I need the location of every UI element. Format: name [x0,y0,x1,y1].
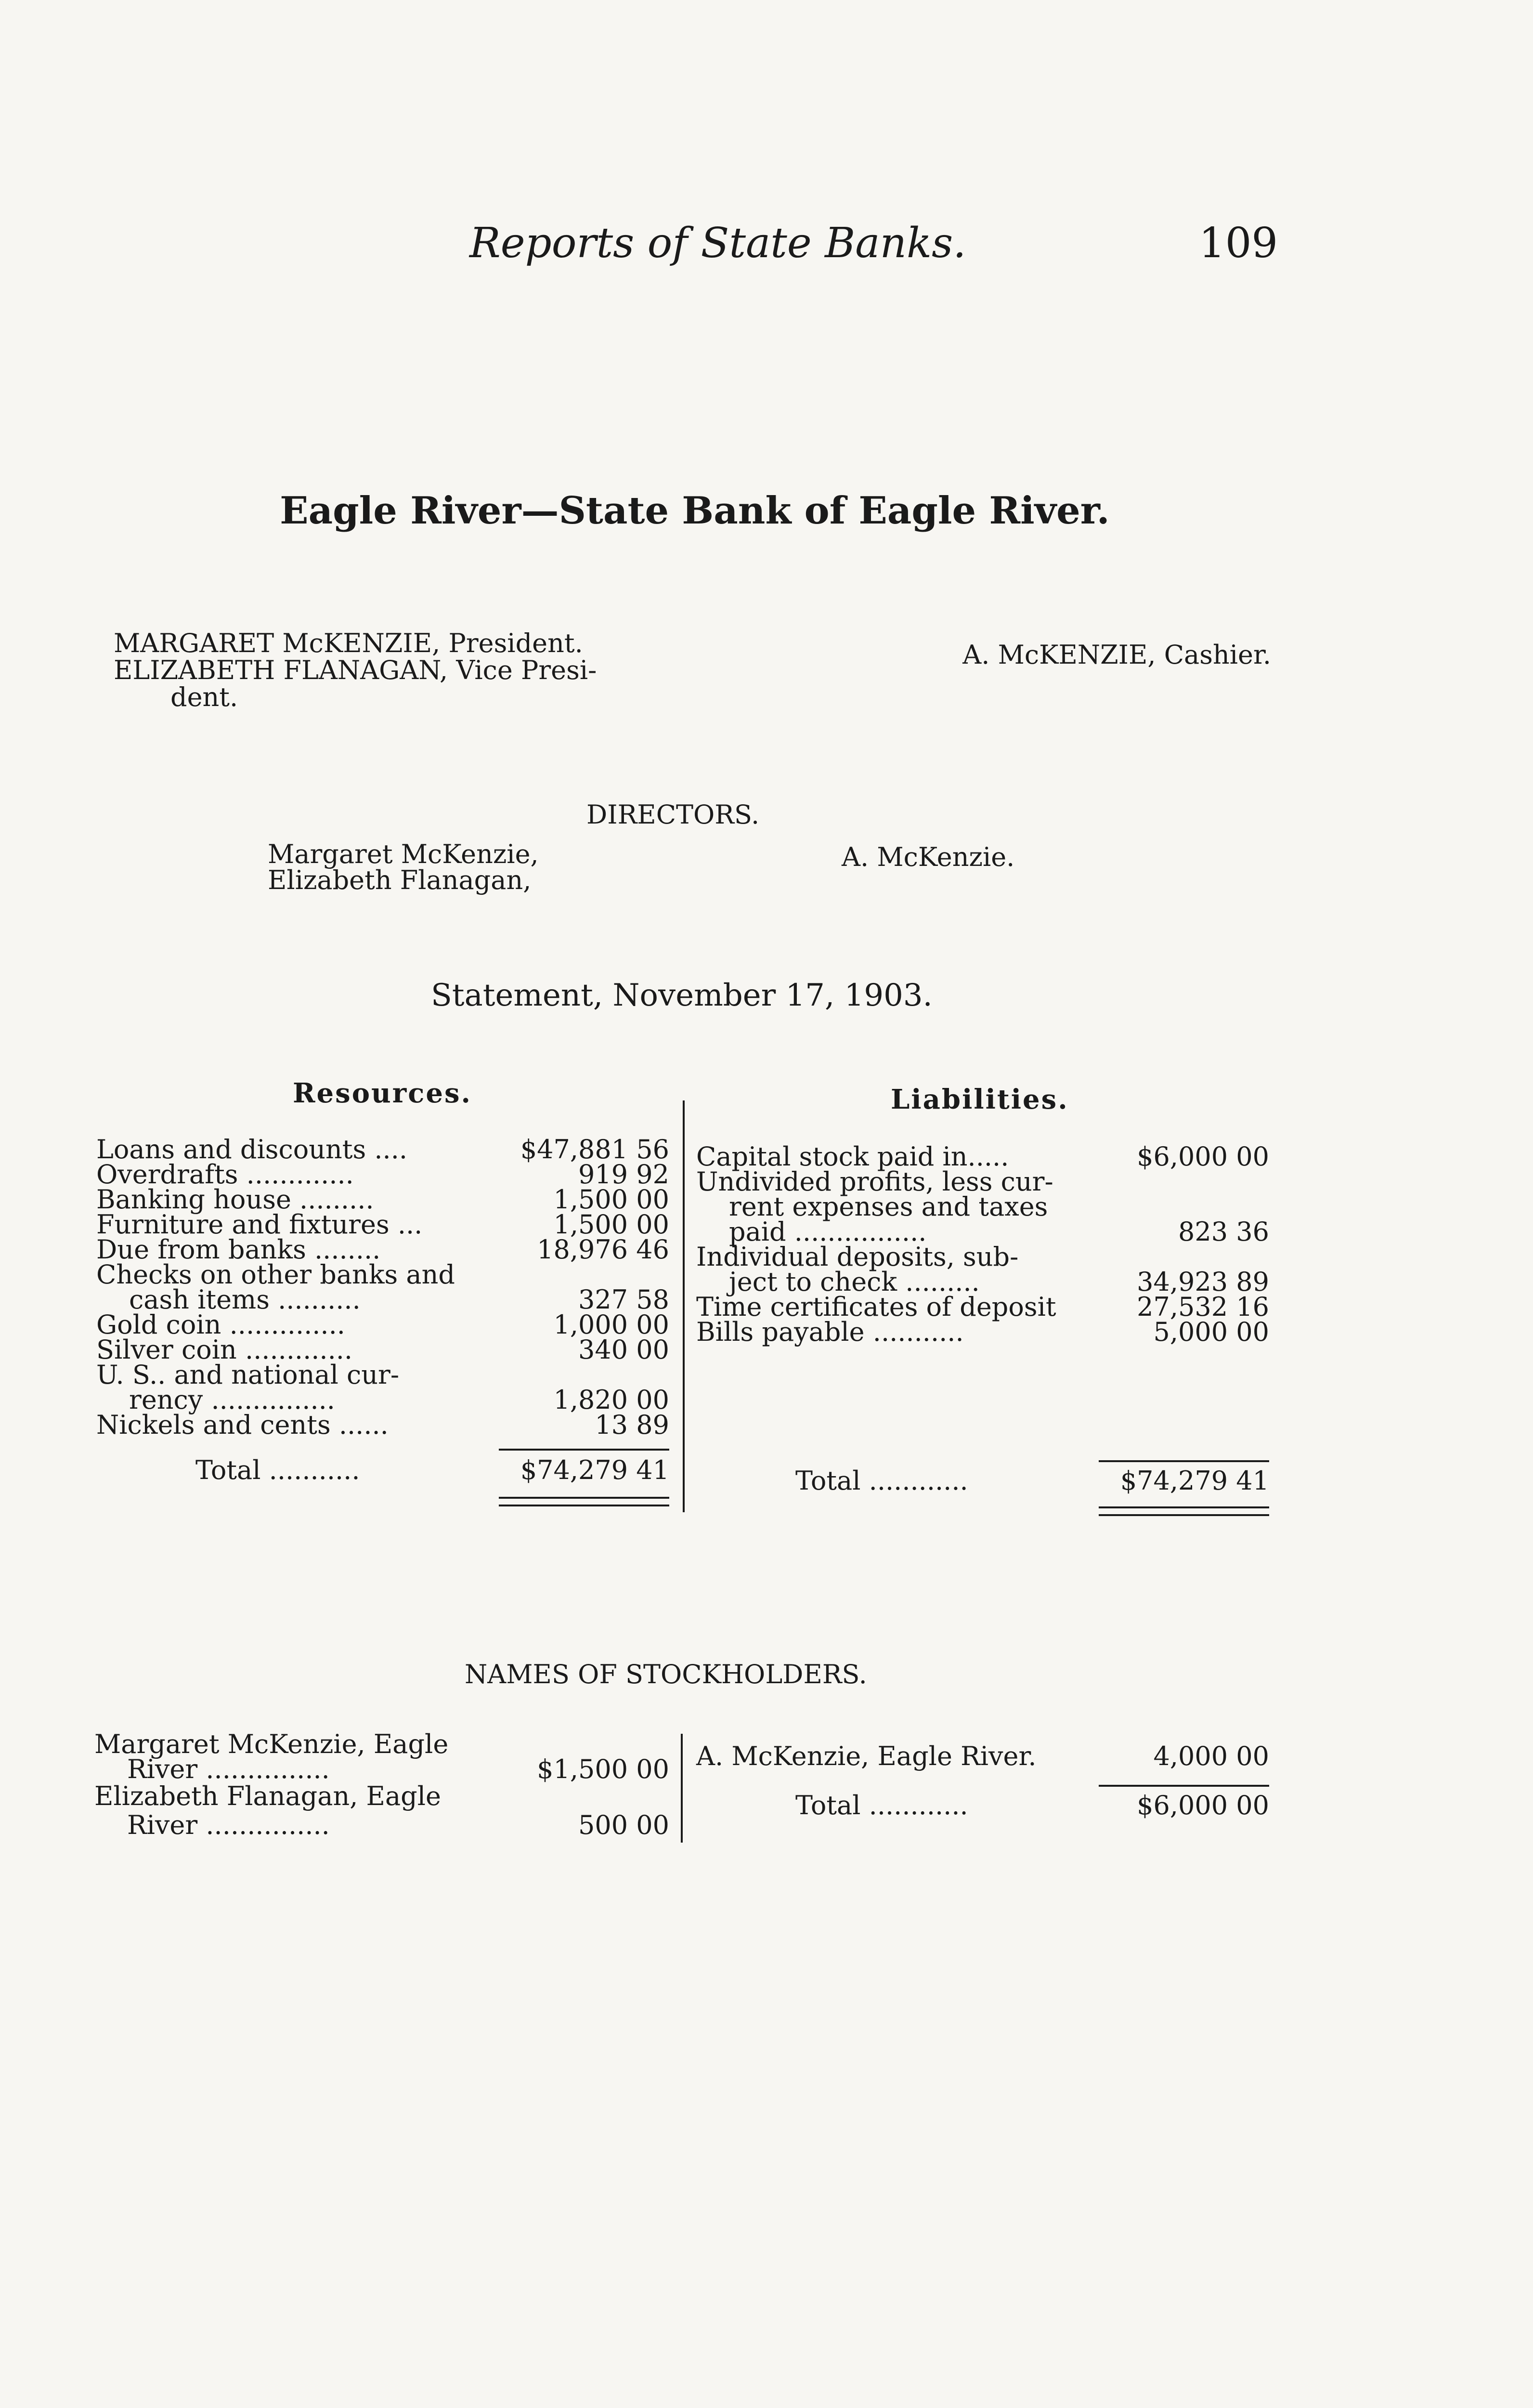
table-row [696,1166,1269,1197]
table-row [696,1141,1269,1172]
liability-amount: 5,000 00 [1153,1317,1269,1347]
liabilities-total-row [696,1468,1269,1497]
stockholders-heading: NAMES OF STOCKHOLDERS. [465,1659,867,1689]
resource-label: Furniture and fixtures ... [96,1209,423,1240]
table-row [96,1362,669,1388]
table-row [696,1191,1269,1222]
table-row [696,1319,1269,1345]
table-row [696,1294,1269,1320]
stockholder-amount: $1,500 00 [537,1754,669,1784]
liability-label: paid ................ [729,1217,927,1247]
stockholder-name-cont: River ............... [127,1810,330,1840]
resource-label: Overdrafts ............. [96,1159,354,1190]
resources-heading: Resources. [293,1077,472,1109]
officer-cashier: A. McKENZIE, Cashier. [962,640,1271,670]
stockholder-amount: 4,000 00 [1153,1741,1269,1771]
total-amount: $74,279 41 [1120,1466,1269,1496]
liability-label: Time certificates of deposit [696,1292,1056,1322]
liability-amount: $6,000 00 [1137,1141,1269,1172]
resource-label: Checks on other banks and [96,1259,455,1290]
liability-label: Capital stock paid in..... [696,1141,1009,1172]
liability-amount: 823 36 [1178,1217,1269,1247]
total-double-rule [499,1497,669,1506]
table-row [96,1184,669,1215]
running-title: Reports of State Banks. [469,219,966,267]
total-label: Total ........... [195,1455,360,1485]
table-row [96,1309,669,1340]
table-row [96,1234,669,1265]
table-row [96,1284,669,1315]
resource-amount: 1,000 00 [553,1309,669,1340]
table-row [96,1412,669,1438]
resource-label: Nickels and cents ...... [96,1410,389,1440]
stockholders-total-row [696,1790,1269,1821]
liability-label: Individual deposits, sub- [696,1242,1019,1272]
table-row [96,1259,669,1290]
resource-amount: 18,976 46 [537,1234,669,1265]
subtotal-rule [499,1449,669,1451]
table-row [96,1134,669,1165]
resource-label: Gold coin .............. [96,1309,345,1340]
bank-title: Eagle River—State Bank of Eagle River. [280,489,1110,533]
table-row [696,1219,1269,1245]
director-name: Margaret McKenzie, [268,839,539,869]
column-divider [681,1734,683,1843]
liability-label: Undivided profits, less cur- [696,1166,1053,1197]
table-row [96,1387,669,1413]
total-amount: $6,000 00 [1137,1790,1269,1820]
stockholders-left [94,1731,669,1847]
directors-heading: DIRECTORS. [586,799,760,830]
total-double-rule [1099,1506,1269,1516]
resources-table [96,1134,669,1440]
resource-label: U. S.. and national cur- [96,1360,400,1390]
resource-amount: 1,500 00 [553,1184,669,1215]
resource-label: rency ............... [129,1385,335,1415]
table-row [696,1244,1269,1270]
stockholder-amount: 500 00 [578,1810,669,1840]
list-item [94,1783,669,1809]
list-item [94,1756,669,1782]
resource-amount: 1,500 00 [553,1209,669,1240]
liabilities-table [696,1141,1269,1356]
officer-vice-president: ELIZABETH FLANAGAN, Vice Presi- [114,655,597,685]
resource-amount: 327 58 [578,1284,669,1315]
list-item [696,1743,1269,1769]
subtotal-rule [1099,1785,1269,1787]
table-row [696,1790,1269,1820]
resource-label: Banking house ......... [96,1184,374,1215]
liability-label: Bills payable ........... [696,1317,964,1347]
resource-amount: 1,820 00 [553,1385,669,1415]
liability-amount: 34,923 89 [1137,1267,1269,1297]
column-divider [683,1100,685,1512]
stockholder-name: A. McKenzie, Eagle River. [696,1741,1037,1771]
statement-title: Statement, November 17, 1903. [431,978,933,1013]
resource-label: Loans and discounts .... [96,1134,408,1165]
liability-label: ject to check ......... [729,1267,980,1297]
resource-amount: 13 89 [595,1410,669,1440]
liabilities-heading: Liabilities. [891,1084,1069,1115]
resource-amount: 919 92 [578,1159,669,1190]
liability-label: rent expenses and taxes [729,1191,1048,1222]
total-label: Total ............ [795,1466,968,1496]
resource-label: Due from banks ........ [96,1234,381,1265]
table-row [96,1337,669,1363]
total-amount: $74,279 41 [520,1455,669,1485]
stockholder-name-cont: River ............... [127,1754,330,1784]
stockholder-name: Margaret McKenzie, Eagle [94,1729,449,1759]
list-item [94,1731,669,1757]
stockholder-name: Elizabeth Flanagan, Eagle [94,1781,441,1811]
table-row [96,1159,669,1190]
subtotal-rule [1099,1460,1269,1462]
page-number: 109 [1199,219,1278,267]
list-item [94,1812,669,1838]
table-row [696,1468,1269,1494]
resource-amount: 340 00 [578,1335,669,1365]
resource-amount: $47,881 56 [520,1134,669,1165]
director-name: A. McKenzie. [842,842,1015,872]
table-row [96,1457,669,1483]
resource-label: cash items .......... [129,1284,361,1315]
officer-president: MARGARET McKENZIE, President. [114,628,583,658]
liability-amount: 27,532 16 [1137,1292,1269,1322]
officer-vice-president-cont: dent. [170,682,238,712]
table-row [96,1209,669,1240]
resource-label: Silver coin ............. [96,1335,353,1365]
table-row [696,1269,1269,1295]
director-name: Elizabeth Flanagan, [268,865,532,895]
total-label: Total ............ [795,1790,968,1820]
resources-total-row [96,1457,669,1486]
